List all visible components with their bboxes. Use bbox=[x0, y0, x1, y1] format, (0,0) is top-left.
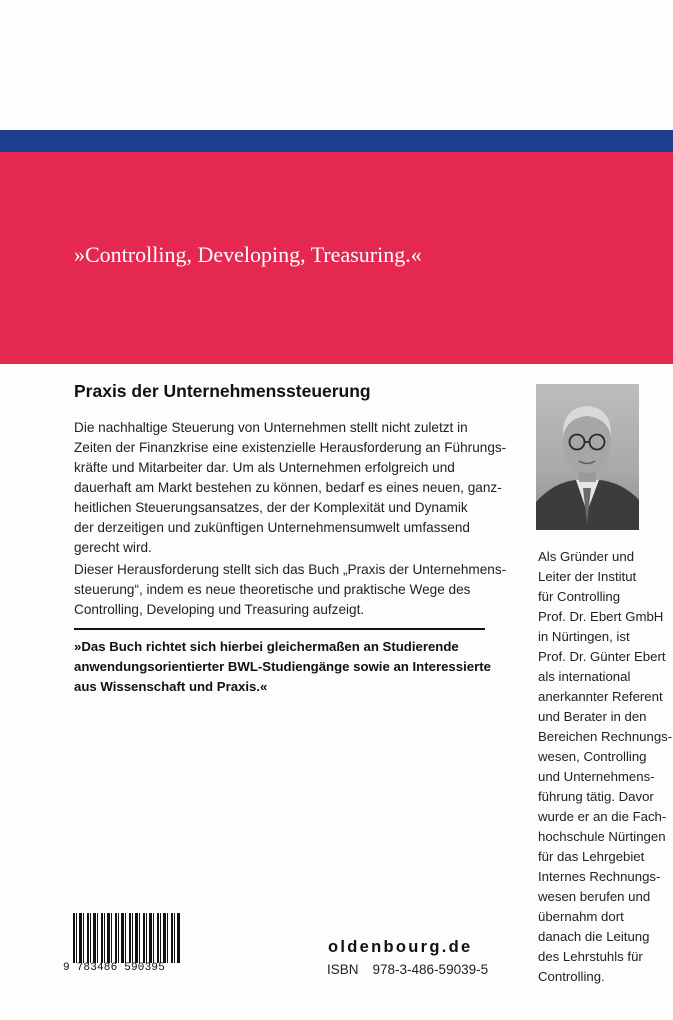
bio-line: Als Gründer und bbox=[538, 549, 635, 564]
bio-line: Prof. Dr. Günter Ebert bbox=[538, 649, 666, 664]
bio-line: Controlling. bbox=[538, 969, 605, 984]
quote-line: anwendungsorientierter BWL-Studiengänge sowie an Interessierte bbox=[74, 659, 491, 674]
text-line: Dieser Herausforderung stellt sich das Buch „Praxis der Unternehmens- bbox=[74, 562, 507, 577]
bio-line: hochschule Nürtingen bbox=[538, 829, 666, 844]
text-line: der derzeitigen und zukünftigen Unternehmensumwelt umfassend bbox=[74, 520, 470, 535]
author-portrait-image bbox=[536, 384, 639, 530]
slogan: »Controlling, Developing, Treasuring.« bbox=[74, 242, 422, 267]
bio-line: und Unternehmens- bbox=[538, 769, 655, 784]
text-line: Die nachhaltige Steuerung von Unternehmen stellt nicht zuletzt in bbox=[74, 420, 468, 435]
author-bio bbox=[538, 547, 672, 987]
text-line: Zeiten der Finanzkrise eine existenzielle Herausforderung an Führungs- bbox=[74, 440, 507, 455]
bio-line: Internes Rechnungs- bbox=[538, 869, 661, 884]
text-line: Controlling, Developing und Treasuring aufzeigt. bbox=[74, 602, 365, 617]
bio-line: Leiter der Institut bbox=[538, 569, 637, 584]
text-line: heitlichen Steuerungsansatzes, der der Komplexität und Dynamik bbox=[74, 500, 468, 515]
text-line: steuerung“, indem es neue theoretische und praktische Wege des bbox=[74, 582, 471, 597]
blue-band bbox=[0, 130, 673, 152]
isbn-line bbox=[327, 962, 488, 977]
quote-line: »Das Buch richtet sich hierbei gleichermaßen an Studierende bbox=[74, 639, 459, 654]
isbn-number: 978-3-486-59039-5 bbox=[372, 962, 489, 977]
bio-line: für Controlling bbox=[538, 589, 621, 604]
isbn-barcode bbox=[73, 913, 180, 963]
bio-line: wurde er an die Fach- bbox=[538, 809, 667, 824]
description-paragraph-2 bbox=[74, 560, 506, 620]
bio-line: wesen berufen und bbox=[538, 889, 651, 904]
quote-line: aus Wissenschaft und Praxis.« bbox=[74, 679, 268, 694]
author-portrait bbox=[536, 384, 639, 530]
bio-line: danach die Leitung bbox=[538, 929, 650, 944]
bio-line: übernahm dort bbox=[538, 909, 624, 924]
publisher-website: oldenbourg.de bbox=[328, 938, 473, 956]
text-line: gerecht wird. bbox=[74, 540, 152, 555]
bio-line: für das Lehrgebiet bbox=[538, 849, 645, 864]
bio-line: des Lehrstuhls für bbox=[538, 949, 643, 964]
bio-line: Bereichen Rechnungs- bbox=[538, 729, 673, 744]
bio-line: Prof. Dr. Ebert GmbH bbox=[538, 609, 664, 624]
bio-line: wesen, Controlling bbox=[538, 749, 647, 764]
text-line: kräfte und Mitarbeiter dar. Um als Unternehmen erfolgreich und bbox=[74, 460, 455, 475]
isbn-label: ISBN bbox=[327, 962, 359, 977]
bio-line: anerkannter Referent bbox=[538, 689, 663, 704]
divider-rule bbox=[74, 628, 485, 630]
bio-line: als international bbox=[538, 669, 631, 684]
description-paragraph-1 bbox=[74, 418, 506, 558]
bio-line: in Nürtingen, ist bbox=[538, 629, 630, 644]
text-line: dauerhaft am Markt bestehen zu können, bedarf es eines neuen, ganz- bbox=[74, 480, 502, 495]
book-title: Praxis der Unternehmenssteuerung bbox=[74, 381, 371, 401]
bio-line: führung tätig. Davor bbox=[538, 789, 654, 804]
barcode-digits: 9 783486 590395 bbox=[63, 962, 166, 974]
pull-quote bbox=[74, 637, 491, 697]
bio-line: und Berater in den bbox=[538, 709, 647, 724]
